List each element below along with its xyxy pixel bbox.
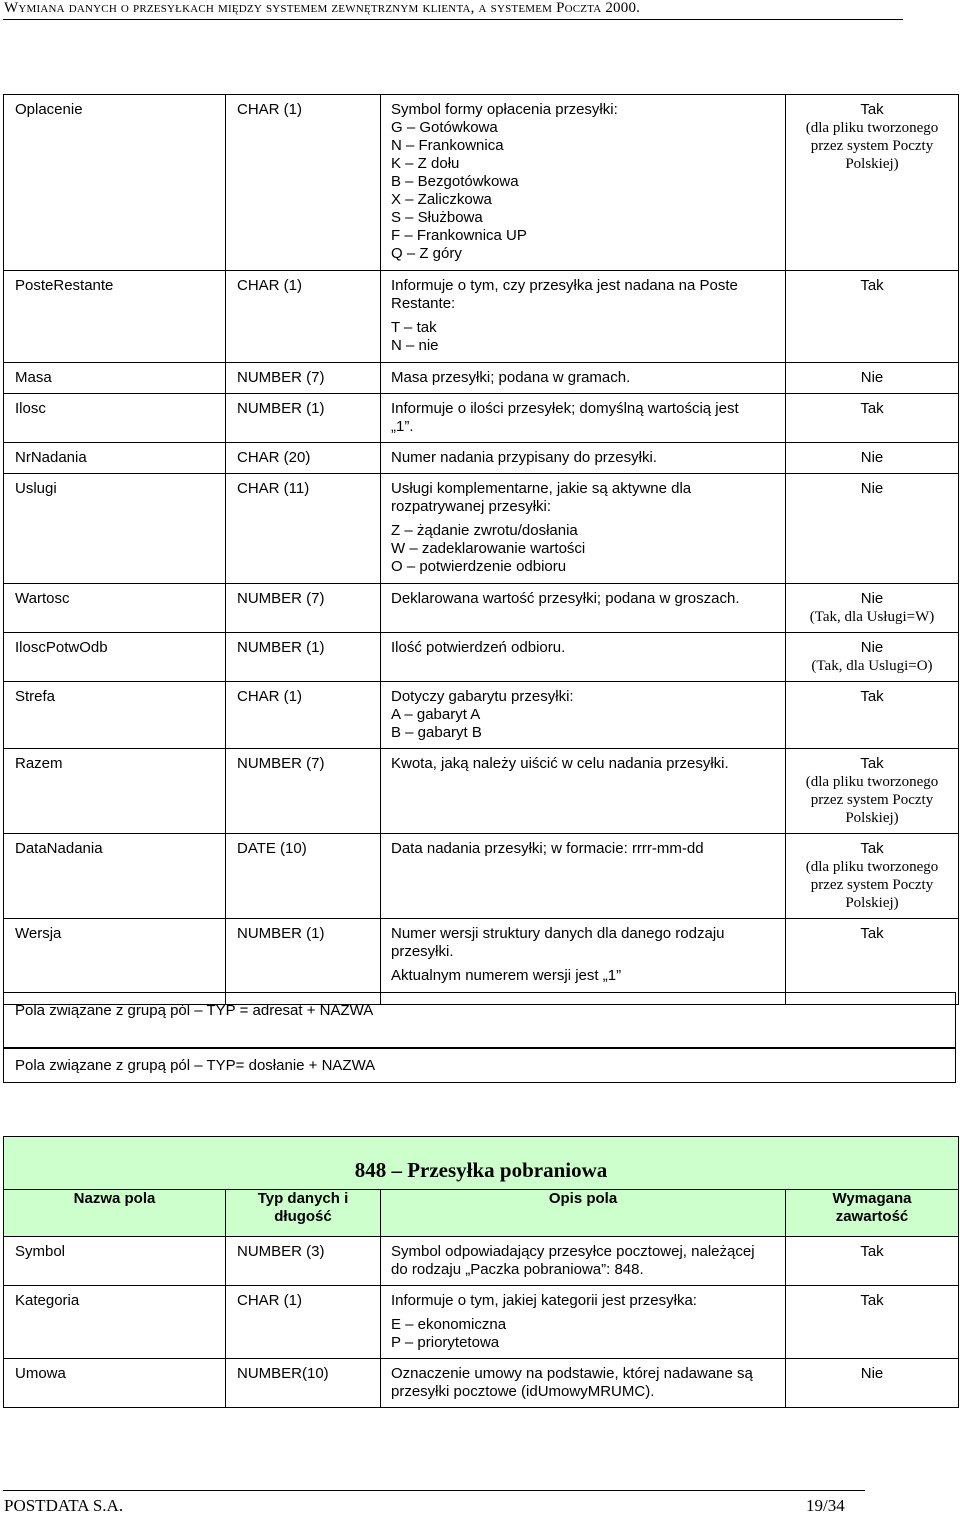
- field-required: [786, 1237, 959, 1286]
- required-line: Tak: [860, 400, 884, 417]
- field-required: [786, 584, 959, 633]
- description-line: Dotyczy gabarytu przesyłki:: [391, 688, 574, 705]
- field-name-text: Kategoria: [15, 1292, 80, 1309]
- required-line: Nie: [860, 639, 884, 656]
- field-name-text: PosteRestante: [15, 277, 114, 294]
- field-type-text: NUMBER (7): [237, 369, 325, 386]
- field-type: [226, 394, 381, 443]
- required-line: Tak: [860, 101, 884, 118]
- description-line: Usługi komplementarne, jakie są aktywne dla: [391, 480, 692, 497]
- field-description: [381, 95, 786, 271]
- field-type-text: CHAR (1): [237, 688, 303, 705]
- table-row: [4, 271, 959, 363]
- description-line: przesyłki.: [391, 943, 454, 960]
- description-line: Informuje o ilości przesyłek; domyślną wartością jest: [391, 400, 739, 417]
- required-line: Tak: [860, 277, 884, 294]
- required-line: Nie: [860, 449, 884, 466]
- field-name: [4, 95, 226, 271]
- header-required: Wymagana zawartość: [786, 1190, 959, 1237]
- table-row: [4, 682, 959, 749]
- field-type: [226, 474, 381, 584]
- description-line: B – gabaryt B: [391, 724, 482, 741]
- description-line: Z – żądanie zwrotu/dosłania: [391, 522, 578, 539]
- required-line: Nie: [860, 590, 884, 607]
- field-required: [786, 95, 959, 271]
- table-title: 848 – Przesyłka pobraniowa: [4, 1137, 959, 1190]
- field-description: [381, 394, 786, 443]
- field-name-text: Uslugi: [15, 480, 57, 497]
- description-line: X – Zaliczkowa: [391, 191, 492, 208]
- field-type-text: CHAR (20): [237, 449, 311, 466]
- field-type-text: NUMBER (1): [237, 400, 325, 417]
- description-line: Aktualnym numerem wersji jest „1”: [391, 967, 622, 984]
- description-line: W – zadeklarowanie wartości: [391, 540, 586, 557]
- field-name-text: Masa: [15, 369, 52, 386]
- field-description: [381, 633, 786, 682]
- field-name: [4, 271, 226, 363]
- required-line: Tak: [860, 1243, 884, 1260]
- parcel-848-table: [3, 1136, 959, 1408]
- table-row: [4, 474, 959, 584]
- required-line: Tak: [860, 688, 884, 705]
- description-line: E – ekonomiczna: [391, 1316, 507, 1333]
- description-line: Ilość potwierdzeń odbioru.: [391, 639, 566, 656]
- header-data-type: Typ danych i długość: [226, 1190, 381, 1237]
- field-description: [381, 1237, 786, 1286]
- required-line: Nie: [860, 369, 884, 386]
- field-type: [226, 1286, 381, 1359]
- field-description: [381, 1359, 786, 1408]
- required-line: przez system Poczty: [810, 877, 934, 893]
- footer-company: POSTDATA S.A.: [4, 1496, 124, 1515]
- header-description: Opis pola: [381, 1190, 786, 1237]
- field-name: [4, 363, 226, 394]
- field-name: [4, 834, 226, 919]
- field-type: [226, 1237, 381, 1286]
- field-type: [226, 443, 381, 474]
- required-line: Tak: [860, 925, 884, 942]
- field-type: [226, 834, 381, 919]
- field-type-text: DATE (10): [237, 840, 307, 857]
- description-line: Numer wersji struktury danych dla danego rodzaju: [391, 925, 725, 942]
- description-line: F – Frankownica UP: [391, 227, 527, 244]
- field-name: [4, 584, 226, 633]
- table-row: [4, 95, 959, 271]
- required-line: Polskiej): [845, 895, 899, 911]
- required-line: przez system Poczty: [810, 792, 934, 808]
- field-type-text: CHAR (1): [237, 277, 303, 294]
- field-name: [4, 394, 226, 443]
- field-name-text: Ilosc: [15, 400, 46, 417]
- field-type-text: NUMBER(10): [237, 1365, 329, 1382]
- description-line: Q – Z góry: [391, 245, 462, 262]
- description-line: Kwota, jaką należy uiścić w celu nadania przesyłki.: [391, 755, 729, 772]
- field-type-text: NUMBER (1): [237, 639, 325, 656]
- field-description: [381, 271, 786, 363]
- required-line: Tak: [860, 840, 884, 857]
- table-row: [4, 443, 959, 474]
- field-description: [381, 1286, 786, 1359]
- description-line: N – nie: [391, 337, 439, 354]
- field-required: [786, 682, 959, 749]
- table-row: [4, 1286, 959, 1359]
- field-required: [786, 443, 959, 474]
- required-line: (dla pliku tworzonego: [805, 859, 939, 875]
- group-doslanie-row: [3, 1047, 956, 1083]
- table-row: [4, 394, 959, 443]
- field-type: [226, 682, 381, 749]
- field-name-text: Wersja: [15, 925, 62, 942]
- field-name: [4, 633, 226, 682]
- description-line: Masa przesyłki; podana w gramach.: [391, 369, 631, 386]
- required-line: Polskiej): [845, 156, 899, 172]
- field-type: [226, 1359, 381, 1408]
- description-line: „1”.: [391, 418, 414, 435]
- description-line: Informuje o tym, jakiej kategorii jest przesyłka:: [391, 1292, 697, 1309]
- field-type: [226, 271, 381, 363]
- header-rule: [3, 19, 903, 20]
- field-required: [786, 749, 959, 834]
- field-name: [4, 1359, 226, 1408]
- field-description: [381, 682, 786, 749]
- required-line: Nie: [860, 1365, 884, 1382]
- required-line: Nie: [860, 480, 884, 497]
- description-line: Data nadania przesyłki; w formacie: rrrr-mm-dd: [391, 840, 704, 857]
- footer-page-number: 19/34: [806, 1496, 845, 1515]
- table-row: [4, 633, 959, 682]
- table-row: [4, 1359, 959, 1408]
- field-type-text: NUMBER (1): [237, 925, 325, 942]
- field-name-text: NrNadania: [15, 449, 87, 466]
- field-type-text: CHAR (1): [237, 1292, 303, 1309]
- description-line: G – Gotówkowa: [391, 119, 498, 136]
- field-required: [786, 363, 959, 394]
- required-line: Polskiej): [845, 810, 899, 826]
- field-type: [226, 363, 381, 394]
- field-required: [786, 1286, 959, 1359]
- field-name: [4, 749, 226, 834]
- required-line: Tak: [860, 755, 884, 772]
- field-type-text: CHAR (11): [237, 480, 310, 497]
- field-name-text: DataNadania: [15, 840, 103, 857]
- field-description: [381, 474, 786, 584]
- field-type: [226, 633, 381, 682]
- group-adresat-label: Pola związane z grupą pól – TYP = adresat + NAZWA: [15, 1002, 374, 1019]
- field-description: [381, 834, 786, 919]
- field-name-text: Symbol: [15, 1243, 66, 1260]
- description-line: P – priorytetowa: [391, 1334, 500, 1351]
- description-line: O – potwierdzenie odbioru: [391, 558, 567, 575]
- field-name-text: Strefa: [15, 688, 56, 705]
- field-type: [226, 749, 381, 834]
- table-row: [4, 834, 959, 919]
- description-line: Informuje o tym, czy przesyłka jest nadana na Poste: [391, 277, 738, 294]
- field-type-text: CHAR (1): [237, 101, 303, 118]
- field-type-text: NUMBER (7): [237, 590, 325, 607]
- description-line: Numer nadania przypisany do przesyłki.: [391, 449, 657, 466]
- required-line: (Tak, dla Uslugi=O): [811, 658, 933, 674]
- description-line: Symbol formy opłacenia przesyłki:: [391, 101, 618, 118]
- required-line: (dla pliku tworzonego: [805, 774, 939, 790]
- table-row: [4, 1237, 959, 1286]
- description-line: A – gabaryt A: [391, 706, 481, 723]
- required-line: Tak: [860, 1292, 884, 1309]
- description-line: K – Z dołu: [391, 155, 460, 172]
- field-required: [786, 834, 959, 919]
- field-name-text: Umowa: [15, 1365, 66, 1382]
- field-name: [4, 1286, 226, 1359]
- field-type-text: NUMBER (3): [237, 1243, 325, 1260]
- field-required: [786, 394, 959, 443]
- description-line: N – Frankownica: [391, 137, 504, 154]
- description-line: Symbol odpowiadający przesyłce pocztowej, należącej: [391, 1243, 755, 1260]
- field-description: [381, 749, 786, 834]
- required-line: (dla pliku tworzonego: [805, 120, 939, 136]
- page-header-title: Wymiana danych o przesyłkach między systemem zewnętrznym klienta, a systemem Poczta 2000.: [4, 0, 641, 16]
- field-required: [786, 271, 959, 363]
- table-row: [4, 584, 959, 633]
- field-name-text: IloscPotwOdb: [15, 639, 108, 656]
- field-type-text: NUMBER (7): [237, 755, 325, 772]
- description-line: Restante:: [391, 295, 456, 312]
- field-name-text: Wartosc: [15, 590, 70, 607]
- field-name-text: Oplacenie: [15, 101, 83, 118]
- header-field-name: Nazwa pola: [4, 1190, 226, 1237]
- description-line: B – Bezgotówkowa: [391, 173, 519, 190]
- group-doslanie-label: Pola związane z grupą pól – TYP= dosłanie + NAZWA: [15, 1057, 376, 1074]
- description-line: S – Służbowa: [391, 209, 483, 226]
- field-description: [381, 363, 786, 394]
- table-row: [4, 749, 959, 834]
- field-name: [4, 682, 226, 749]
- field-type: [226, 584, 381, 633]
- field-name-text: Razem: [15, 755, 63, 772]
- field-required: [786, 474, 959, 584]
- group-adresat-row: [3, 992, 956, 1049]
- fields-table: [3, 94, 959, 1005]
- field-description: [381, 584, 786, 633]
- field-name: [4, 1237, 226, 1286]
- required-line: przez system Poczty: [810, 138, 934, 154]
- table-row: [4, 363, 959, 394]
- description-line: Oznaczenie umowy na podstawie, której nadawane są: [391, 1365, 753, 1382]
- field-required: [786, 633, 959, 682]
- description-line: do rodzaju „Paczka pobraniowa”: 848.: [391, 1261, 644, 1278]
- description-line: rozpatrywanej przesyłki:: [391, 498, 552, 515]
- field-required: [786, 1359, 959, 1408]
- field-name: [4, 443, 226, 474]
- description-line: przesyłki pocztowe (idUmowyMRUMC).: [391, 1383, 655, 1400]
- description-line: Deklarowana wartość przesyłki; podana w groszach.: [391, 590, 740, 607]
- footer-rule: [3, 1490, 865, 1491]
- description-line: T – tak: [391, 319, 437, 336]
- required-line: (Tak, dla Usługi=W): [809, 609, 935, 625]
- field-description: [381, 443, 786, 474]
- field-type: [226, 95, 381, 271]
- field-name: [4, 474, 226, 584]
